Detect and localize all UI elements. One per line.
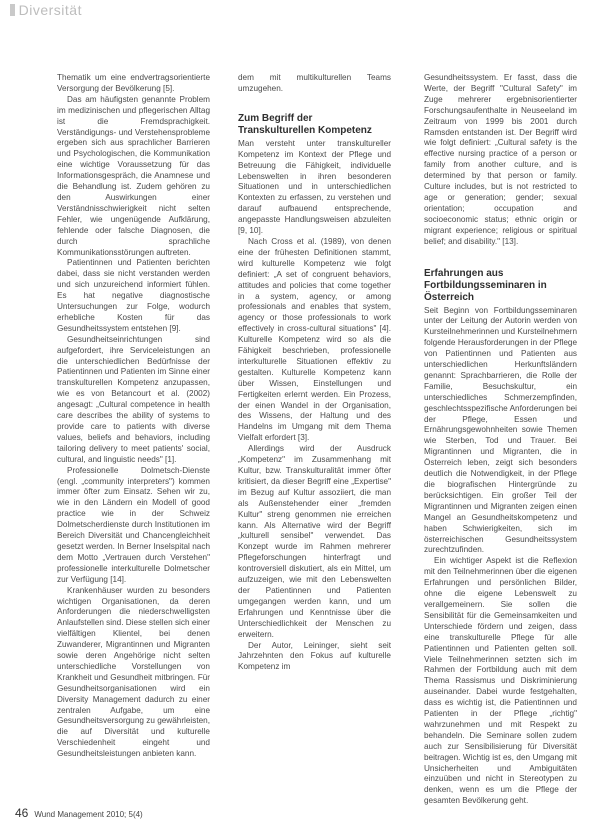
paragraph: dem mit multikulturellen Teams umzugehen. (238, 73, 391, 93)
section-tab (10, 0, 82, 20)
section-heading: Erfahrungen aus Fortbildungsseminaren in Österreich (424, 267, 547, 303)
paragraph: Patientinnen und Patienten berichten dabei, dass sie nicht verstanden werden und sich unzureichend informiert fühlen. Es hat negative diagnostische Untersuchungen zur Folge, wodurch erhebliche Kosten für das Gesundheitssystem entstehen [9]. (57, 258, 210, 333)
article-body (57, 73, 577, 806)
paragraph: Das am häufigsten genannte Problem im medizinischen und pflegerischen Alltag ist die Fremdsprachigkeit. Verständigungs- und Verstehensprobleme ergeben sich aus sprachlicher Barrieren und Psychologischen, die Kommunikation eine wichtige Voraussetzung für das Informationsgespräch, die Anamnese und die Behandlung ist. Zudem gehören zu den Auswirkungen einer Verständnisschwierigkeit nicht selten Fehler, wie ungenügende Aufklärung, fehlende oder falsche Diagnosen, die durch sprachliche Kommunikationsstörungen auftreten. (57, 94, 210, 257)
paragraph: Man versteht unter transkultureller Kompetenz im Kontext der Pflege und Betreuung die Fähigkeit, individuelle Lebenswelten in ihren besonderen Situationen und in unterschiedlichen Kontexten zu erfassen, zu verstehen und darauf aufbauend entsprechende, angepasste Handlungsweisen abzuleiten [9, 10]. (238, 138, 391, 236)
paragraph: Seit Beginn von Fortbildungsseminaren unter der Leitung der Autorin werden von Kursteilnehmerinnen und Kursteilnehmern folgende Herausforderungen in der Pflege von Patientinnen und Patienten aus unterschiedlichen Herkunftsländern genannt: Sprachbarrieren, die Rolle der Familie, Besuchskultur, ein unterschiedliches Schmerzempfinden, geschlechtsspezifische Anforderungen bei der Pflege, Essen und Ernährungsgewohnheiten sowie Themen wie Sterben, Tod und Trauer. Bei Migrantinnen und Migranten, die in Österreich leben, zeigt sich besonders deutlich die Notwendigkeit, in der Pflege die biografischen Hintergründe zu berücksichtigen. Ein großer Teil der Migrantinnen und Migranten zeigen einen Mangel an Gesundheitskompetenz und haben Schwierigkeiten, sich im österreichischen Gesundheitssystem zurechtzufinden. (424, 305, 577, 555)
column-2 (238, 73, 391, 673)
paragraph: Gesundheitssystem. Er fasst, dass die Werte, der Begriff "Cultural Safety" im Zuge mehrerer ergebnisorientierter Forschungsaufenthalte in Neuseeland im Zeitraum von 1999 bis 2001 durch Ramsden entstanden ist. Der Begriff wird wie folgt definiert: „Cultural safety is the effective nursing practice of a person or family from another culture, and is determined by that person or family. Culture includes, but is not restricted to age or generation; gender; sexual orientation; occupation and socioeconomic status; ethnic origin or migrant experience; religious or spiritual belief; and disability." [13]. (424, 73, 577, 246)
paragraph: Allerdings wird der Ausdruck „Kompetenz" im Zusammenhang mit Kultur, bzw. Transkulturalität immer öfter kritisiert, da dieser Begriff eine „Expertise" im Bezug auf Kultur assoziiert, die man als Außenstehender einer „fremden Kultur" streng genommen nie erreichen kann. Als Alternative wird der Begriff „kulturell sensibel" verwendet. Das Konzept wurde im Rahmen mehrerer Pflegeforschungen hinterfragt und kontroversiell diskutiert, als ein Mittel, um aufzuzeigen, wie mit den Lebenswelten der Patientinnen und Patienten umgegangen werden kann, und um Erfahrungen und Kenntnisse über die Unterschiedlichkeit der Menschen zu erweitern. (238, 444, 391, 639)
column-3 (424, 73, 577, 807)
section-label: Diversität (18, 2, 82, 18)
paragraph: Nach Cross et al. (1989), von denen eine der frühesten Definitionen stammt, wird kulturelle Kompetenz wie folgt definiert: „A set of congruent behaviors, attitudes and policies that come together in a system, agency, or among professionals and enables that system, agency or those professionals to work effectively in cross-cultural situations" [4]. Kulturelle Kompetenz wird so als die Fähigkeit beschrieben, professionelle interkulturelle Situationen effektiv zu gestalten. Kulturelle Kompetenz kann über Wissen, Einstellungen und Fertigkeiten erlernt werden. Ein Prozess, der einen Wandel in der Organisation, des Wissens, der Haltung und des Handelns im Umgang mit dem Thema Vielfalt erfordert [3]. (238, 236, 391, 443)
paragraph: Der Autor, Leininger, sieht seit Jahrzehnten den Fokus auf kulturelle Kompetenz im (238, 640, 391, 672)
section-marker (10, 4, 15, 16)
journal-name: Wund Management 2010; 5(4) (34, 810, 143, 819)
paragraph: Gesundheitseinrichtungen sind aufgefordert, ihre Serviceleistungen an die unterschiedlichen Bedürfnisse der Patientinnen und Patienten im Sinne einer transkulturellen Kompetenz anzupassen, wie es von Betancourt et al. (2002) angesagt: „Cultural competence in health care describes the ability of systems to provide care to patients with diverse values, beliefs and behaviors, including tailoring delivery to meet patients' social, cultural, and linguistic needs" [1]. (57, 334, 210, 464)
column-1 (57, 73, 210, 760)
paragraph: Professionelle Dolmetsch-Dienste (engl. „community interpreters") kommen immer öfter zum Einsatz. Sehen wir zu, wie in den Ländern ein Modell of good practice wie in der Schweiz Dolmetscherdienste durch Institutionen im Bereich Diversität und Chancengleichheit gesetzt werden. In Berner Inselspital nach dem Motto „Vertrauen durch Verstehen" professionelle interkulturelle Dolmetscher zur Verfügung [14]. (57, 465, 210, 584)
paragraph: Ein wichtiger Aspekt ist die Reflexion mit den Teilnehmerinnen über die eigenen Erfahrungen und persönlichen Bilder, ohne die eigene Lebenswelt zu verallgemeinern. Sie sollen die Sensibilität für die Gemeinsamkeiten und Unterschiede fördern und zeigen, dass eine transkulturelle Pflege für alle Patientinnen und Patienten gelten soll. Viele Teilnehmerinnen setzten sich im Rahmen der Fortbildung auch mit dem Thema Rassismus und Diskriminierung auseinander. Dabei wurde festgehalten, dass es wichtig ist, die Patientinnen und Patienten in der Pflege „richtig" wahrzunehmen und mit Respekt zu behandeln. Die Seminare sollen zudem auch zur Sensibilisierung für Diversität beitragen. Wichtig ist es, den Umgang mit Unsicherheiten und Ambiguitäten einzuüben und nicht in Stereotypen zu denken, wenn es um die Pflege der gesamten Bevölkerung geht. (424, 556, 577, 806)
page-footer (15, 806, 143, 820)
page-number: 46 (15, 806, 29, 820)
paragraph: Krankenhäuser wurden zu besonders wichtigen Organisationen, da deren Anforderungen die niederschwelligsten Anlaufstellen sind. Diese stellen sich einer vielfältigen Klientel, bei denen Zuwanderer, Migrantinnen und Migranten sowie deren Angehörige nicht selten unterschiedliche Vorstellungen von Krankheit und Gesundheit mitbringen. Für Gesundheitsorganisationen wird ein Diversity Management dadurch zu einer zentralen Aufgabe, um eine Gesundheitsversorgung zu gewährleisten, die auf Diversität und kulturelle Verschiedenheit eingeht und Gesundheitsleistungen anbieten kann. (57, 585, 210, 759)
paragraph: Thematik um eine endvertragsorientierte Versorgung der Bevölkerung [5]. (57, 73, 210, 93)
section-heading: Zum Begriff der Transkulturellen Kompetenz (238, 112, 372, 136)
